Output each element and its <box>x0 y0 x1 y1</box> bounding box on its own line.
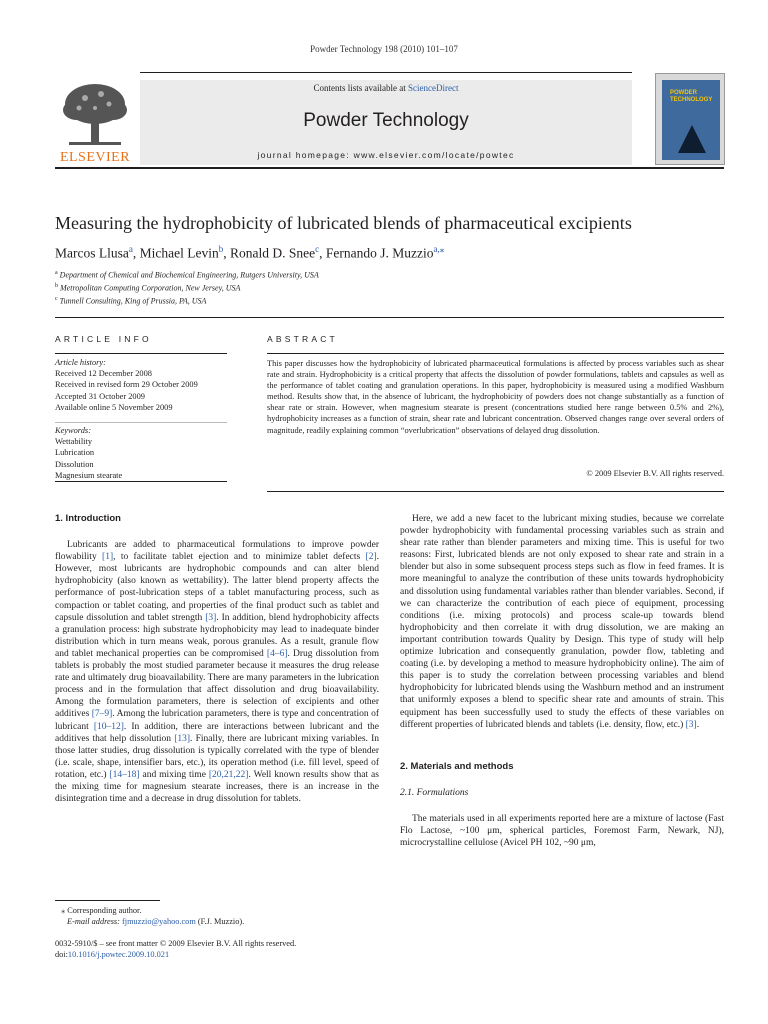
abstract-text: This paper discusses how the hydrophobicity of lubricated pharmaceutical formulations is affected by process variables such as shear rate and strain. Hydrophobicity is a critical property that affects the dissolution of powder formulations, tablets and capsules as well as the performance of tablet coating and granulation operations. In this paper, hydrophobicity is measured using a modified Washburn method. Results show that, in the absence of lubricant, the hydrophobicity of powders does not change substantially as a function of shear rate or strain. However, when magnesium stearate is present (concentrations studied here range between 0.5% and 2%), hydrophobicity increases as a function of strain, shear rate and lubricant concentration. Observed changes range over several orders of magnitude, readily explaining common “overlubrication” observations of delayed drug dissolution. <box>267 359 724 435</box>
citation-link[interactable]: [2] <box>365 552 377 563</box>
text-run: . Well known results show that as the mixing time for magnesium stearate increases, there is an increase in the disintegration time and a decrease in drug dissolution for tablets. <box>55 769 379 805</box>
email-line <box>55 916 244 927</box>
keyword-item: Dissolution <box>55 459 94 469</box>
corresponding-line <box>55 905 244 916</box>
text-run: . In addition, there are interactions between lubricant and the additives that help dissolution <box>55 721 380 744</box>
section-heading: 1. Introduction <box>55 513 121 524</box>
text-run: Lubricants are added to pharmaceutical formulations to improve powder flowability <box>55 540 379 563</box>
history-item: Accepted 31 October 2009 <box>55 391 145 401</box>
author-name: Ronald D. Snee <box>229 245 316 261</box>
text-run: . Finally, there are lubricant mixing variables. In those latter studies, drug dissolution is typically correlated with the type of blender (i.e. scale, shape, intensifier bars, etc.), its operation method (i.e. fill level, speed of rotation, etc.) <box>55 733 379 780</box>
keywords-label: Keywords: <box>55 426 91 435</box>
article-history <box>55 357 227 413</box>
author-affiliation-mark[interactable]: a,⁎ <box>433 244 445 254</box>
author-list: Marcos Llusa$^a$, Michael Levin$^b$, Ronald D. Snee$^c$, Fernando J. Muzzio$^{a,⁎}$ <box>55 244 445 261</box>
abstract-rule <box>267 353 724 354</box>
corresponding-author-note <box>55 905 244 927</box>
email-label: E-mail address: <box>67 917 120 926</box>
text-run: . Drug dissolution from tablets is probably the most studied parameter because it measures the drug release rate and ultimately drug bioavailability. There are many parameters in the lubrication process and in the formulation that affect dissolution and drug bioavailability. Among the formulation parameters, there is selection of excipients and other additives <box>55 648 379 720</box>
citation-link[interactable]: [13] <box>174 733 191 744</box>
author-affiliation-mark[interactable]: c <box>315 244 320 254</box>
article-title: Measuring the hydrophobicity of lubricated blends of pharmaceutical excipients <box>55 213 632 233</box>
intro-paragraph <box>400 513 724 731</box>
text-run: and mixing time <box>139 769 209 780</box>
affiliation-line <box>55 294 319 307</box>
journal-reference: Powder Technology 198 (2010) 101–107 <box>310 44 458 54</box>
body-column-right <box>400 513 724 849</box>
affiliation-mark: b <box>55 283 58 290</box>
citation-link[interactable]: [4–6] <box>266 648 288 659</box>
text-run: . Among the lubrication parameters, there is type and concentration of lubricant <box>55 709 379 732</box>
header-rule-bottom <box>55 167 724 169</box>
footnote-rule <box>55 900 160 901</box>
author-name: Marcos Llusa <box>55 245 129 261</box>
subsection-heading: 2.1. Formulations <box>400 787 469 798</box>
keywords-divider <box>55 422 227 423</box>
keyword-item: Lubrication <box>55 448 95 458</box>
abstract-label: ABSTRACT <box>267 334 338 344</box>
citation-link[interactable]: [3] <box>685 719 697 730</box>
journal-homepage[interactable]: journal homepage: www.elsevier.com/locate/powtec <box>257 150 515 160</box>
keyword-item: Wettability <box>55 437 93 447</box>
history-item: Received 12 December 2008 <box>55 369 152 379</box>
affiliation-line <box>55 281 319 294</box>
doi-line <box>55 949 296 960</box>
affiliation-line <box>55 268 319 281</box>
text-run: , to facilitate tablet ejection and to minimize tablet defects <box>113 552 366 563</box>
citation-link[interactable]: [7–9] <box>91 709 113 720</box>
cover-title: POWDER TECHNOLOGY <box>670 90 713 103</box>
front-matter <box>55 938 296 960</box>
abstract-copyright: © 2009 Elsevier B.V. All rights reserved. <box>586 469 724 478</box>
sciencedirect-link[interactable]: ScienceDirect <box>408 83 459 93</box>
intro-paragraph <box>55 539 379 805</box>
abstract-bottom-rule <box>267 491 724 492</box>
corresponding-mark: ⁎ <box>61 906 66 915</box>
author-name: Michael Levin <box>139 245 219 261</box>
doi-link[interactable]: 10.1016/j.powtec.2009.10.021 <box>67 950 170 959</box>
affiliation-text: Tunnell Consulting, King of Prussia, PA, USA <box>59 296 207 306</box>
keywords <box>55 425 227 481</box>
article-info-rule <box>55 353 227 354</box>
corresponding-label: Corresponding author. <box>67 906 142 915</box>
body-column-left <box>55 513 379 805</box>
affiliations <box>55 268 319 307</box>
text-run: Here, we add a new facet to the lubricant mixing studies, because we correlate powder hydrophobicity with fundamental processing variables such as strain and shear rate rather than blender parameters and mixing time. This is useful for two reasons: First, lubricated blends are not only exposed to shear rate and strain in a blender but also in some subsequent process steps such as flow in feed frames. It is more meaningful to analyze the contribution of these units towards hydrophobicity and dissolution using fundamental variables rather than blender variables. Second, if we can characterize the contribution of each piece of equipment, processing conditions (i.e. mixing protocols) and process scale-up towards blend hydrophobicity and then correlate it with drug dissolution, we are making an important contribution towards Quality by Design. This type of study will help optimize lubrication and consequently granulation, powder flow, tableting and coating (i.e. by developing a method to measure hydrophobicity online). The aim of this paper is to study the correlation between processing variables and blend hydrophobicity for lubricated blends using the Washburn method and an instrument that uniformly exposes a blend to specific shear rate and amounts of strain. This equipment has been successfully used to study the effects of these variables on different properties of lubricated blends and tablets (i.e. density, flow, etc.) <box>400 514 724 730</box>
article-info-label: ARTICLE INFO <box>55 334 152 344</box>
contents-line <box>140 83 632 93</box>
text-run: . In addition, blend hydrophobicity affects a granulation process: high substrate hydrophobicity may lead to inadequate binder distribution which in turn means weak, porous granules. As a result, granule flow and tablet mechanical properties can be compromised <box>55 612 379 659</box>
citation-link[interactable]: [1] <box>102 552 114 563</box>
contents-prefix: Contents lists available at <box>313 83 408 93</box>
history-item: Available online 5 November 2009 <box>55 402 173 412</box>
author-affiliation-mark[interactable]: a <box>128 244 133 254</box>
email-suffix: (F.J. Muzzio). <box>195 917 245 926</box>
text-run: . <box>696 719 700 730</box>
affiliation-text: Department of Chemical and Biochemical Engineering, Rutgers University, USA <box>59 270 319 280</box>
affiliation-mark: c <box>55 296 58 303</box>
affiliation-mark: a <box>55 270 58 276</box>
header-rule-top <box>140 72 632 73</box>
history-item: Received in revised form 29 October 2009 <box>55 380 198 390</box>
email-link[interactable]: fjmuzzio@yahoo.com <box>122 917 196 926</box>
front-matter-line: 0032-5910/$ – see front matter © 2009 Elsevier B.V. All rights reserved. <box>55 939 297 948</box>
citation-link[interactable]: [20,21,22] <box>208 769 249 780</box>
author-name: Fernando J. Muzzio <box>325 245 434 261</box>
elsevier-wordmark: ELSEVIER <box>59 150 131 165</box>
citation-link[interactable]: [14–18] <box>109 769 140 780</box>
journal-cover-image <box>655 73 725 165</box>
citation-link[interactable]: [3] <box>205 612 217 623</box>
citation-link[interactable]: [10–12] <box>93 721 124 732</box>
section-heading: 2. Materials and methods <box>400 760 514 772</box>
journal-name: Powder Technology <box>303 110 469 131</box>
article-info-bottom-rule <box>55 481 227 482</box>
doi-label: doi: <box>55 950 68 959</box>
keyword-item: Magnesium stearate <box>55 470 123 480</box>
methods-paragraph: The materials used in all experiments reported here are a mixture of lactose (Fast Flo Lactose, ~100 μm, spherical particles, Foremost Farm, Newark, NJ), microcrystalline cellulose (Avicel PH 102, ~90 μm, <box>400 813 724 849</box>
text-run: . However, most lubricants are hydrophobic compounds and can alter blend hydrophobicity (also known as wettability). The latter blend property affects the performance of post-lubrication steps of a tablet manufacturing process, such as compaction or tablet coating, and properties of the final product such as tablet and capsule dissolution and tablet strength <box>55 552 379 623</box>
author-affiliation-mark[interactable]: b <box>218 244 224 254</box>
section-rule <box>55 317 724 318</box>
cover-panel <box>662 80 720 160</box>
history-label: Article history: <box>55 358 106 367</box>
affiliation-text: Metropolitan Computing Corporation, New Jersey, USA <box>60 283 241 293</box>
cover-triangle-graphic <box>678 125 706 153</box>
